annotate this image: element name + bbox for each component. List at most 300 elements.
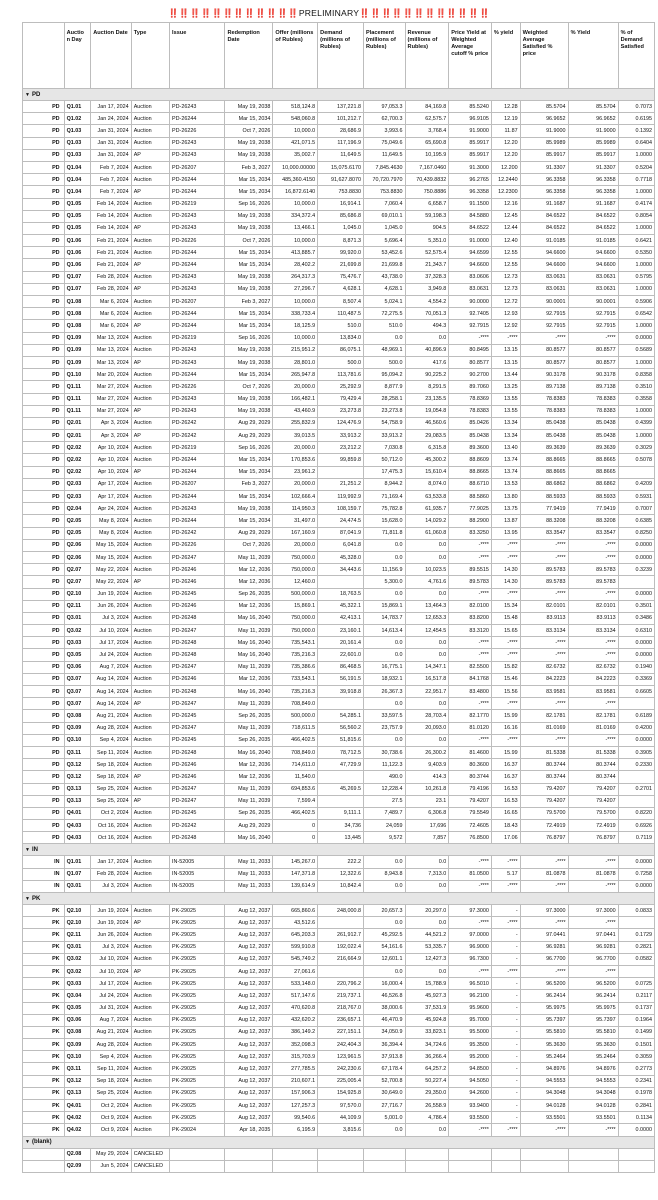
cell-demand[interactable]: 56,191.5 [318,673,364,685]
cell-price-cutoff[interactable]: 81.4600 [449,746,492,758]
cell-yield[interactable]: - [491,1026,520,1038]
cell-yield[interactable]: 12.16 [491,198,520,210]
cell-offer[interactable]: 28,402.2 [273,259,318,271]
cell-demand[interactable]: 3,815.6 [318,1124,364,1136]
cell-auction-day[interactable]: Q1.03 [64,137,91,149]
cell-issue[interactable]: PD-26246 [170,600,225,612]
cell-demand-satisfied[interactable]: 0.5078 [618,454,654,466]
cell-weighted-avg-price[interactable]: 90.3178 [520,369,568,381]
cell-auction-day[interactable]: Q3.07 [64,698,91,710]
header-cell[interactable]: Auctio n Day [64,23,91,89]
cell-placement[interactable]: 11,156.9 [363,564,405,576]
cell-price-cutoff[interactable]: 94.5050 [449,1075,492,1087]
cell-issue[interactable]: PD-26243 [170,271,225,283]
cell-price-cutoff[interactable]: 80.3744 [449,771,492,783]
cell-placement[interactable]: 46,526.8 [363,990,405,1002]
cell-revenue[interactable]: 14,029.2 [405,515,449,527]
cell-auction-date[interactable]: Jun 19, 2024 [91,588,131,600]
cell-type[interactable]: Auction [131,369,169,381]
cell-issue[interactable]: PD-26244 [170,491,225,503]
header-cell[interactable]: Offer (millions of Rubles) [273,23,318,89]
cell-issue[interactable]: PD-26246 [170,564,225,576]
cell-auction-date[interactable]: Jul 24, 2024 [91,649,131,661]
cell-offer[interactable]: 500,000.0 [273,588,318,600]
cell-weighted-avg-price[interactable]: 81.0169 [520,722,568,734]
cell-auction-day[interactable]: Q3.02 [64,625,91,637]
cell-bond-type[interactable]: PD [23,649,65,661]
cell-revenue[interactable]: 23,135.5 [405,393,449,405]
cell-auction-day[interactable]: Q4.01 [64,1100,91,1112]
cell-demand-satisfied[interactable]: 0.6310 [618,625,654,637]
cell-weighted-avg-price[interactable]: 89.7138 [520,381,568,393]
cell-issue[interactable]: PD-26247 [170,698,225,710]
cell-type[interactable]: Auction [131,161,169,173]
cell-auction-day[interactable]: Q1.08 [64,308,91,320]
cell-revenue[interactable]: 15,788.9 [405,978,449,990]
cell-revenue[interactable]: 3,949.8 [405,283,449,295]
cell-demand[interactable]: 753.8830 [318,186,364,198]
cell-type[interactable]: Auction [131,296,169,308]
cell-offer[interactable]: 43,512.6 [273,917,318,929]
cell-placement[interactable]: 12,228.4 [363,783,405,795]
cell-auction-day[interactable]: Q1.04 [64,174,91,186]
cell-yield[interactable]: -**** [491,551,520,563]
cell-weighted-yield[interactable]: 94.6600 [568,259,618,271]
cell-auction-day[interactable]: Q1.08 [64,320,91,332]
cell-type[interactable]: Auction [131,856,169,868]
cell-price-cutoff[interactable]: 96.3358 [449,186,492,198]
cell-price-cutoff[interactable]: 83.4800 [449,686,492,698]
cell-redemption-date[interactable]: May 11, 2039 [225,551,273,563]
cell-placement[interactable]: 33,913.2 [363,430,405,442]
cell-weighted-yield[interactable]: 82.1781 [568,710,618,722]
cell-weighted-yield[interactable]: 79.4207 [568,783,618,795]
cell-yield[interactable]: 15.65 [491,625,520,637]
cell-placement[interactable]: 0.0 [363,1124,405,1136]
cell-price-cutoff[interactable]: 88.6710 [449,478,492,490]
cell-placement[interactable]: 37,913.8 [363,1051,405,1063]
cell-type[interactable]: Auction [131,539,169,551]
cell-redemption-date[interactable]: Aug 12, 2037 [225,905,273,917]
cell-demand-satisfied[interactable]: 0.1501 [618,1039,654,1051]
cell-offer[interactable]: 10,000.0 [273,198,318,210]
cell-redemption-date[interactable]: Sep 26, 2035 [225,710,273,722]
cell-type[interactable]: Auction [131,953,169,965]
cell-demand-satisfied[interactable]: 0.1737 [618,1002,654,1014]
cell-auction-day[interactable]: Q2.02 [64,454,91,466]
cell-demand-satisfied[interactable]: 0.6421 [618,235,654,247]
cell-placement[interactable]: 9,572 [363,832,405,844]
cell-weighted-yield[interactable]: 85.5704 [568,101,618,113]
cell-yield[interactable]: 12.2440 [491,174,520,186]
cell-weighted-yield[interactable]: -**** [568,734,618,746]
cell-redemption-date[interactable]: May 16, 2040 [225,686,273,698]
cell-redemption-date[interactable]: Oct 7, 2026 [225,381,273,393]
cell-weighted-yield[interactable]: 80.8577 [568,356,618,368]
cell-bond-type[interactable]: PD [23,551,65,563]
cell-auction-date[interactable]: Feb 28, 2024 [91,868,131,880]
cell-type[interactable]: AP [131,320,169,332]
cell-revenue[interactable]: 0.0 [405,698,449,710]
cell-demand-satisfied[interactable]: 0.1964 [618,1014,654,1026]
cell-demand-satisfied[interactable]: 0.2341 [618,1075,654,1087]
cell-auction-date[interactable]: Sep 4, 2024 [91,734,131,746]
cell-auction-date[interactable]: Mar 13, 2024 [91,344,131,356]
cell-redemption-date[interactable]: Aug 12, 2037 [225,1026,273,1038]
cell-type[interactable]: Auction [131,661,169,673]
cell-issue[interactable]: PD-26207 [170,161,225,173]
cell-yield[interactable]: 13.15 [491,344,520,356]
cell-auction-date[interactable]: May 15, 2024 [91,551,131,563]
cell-bond-type[interactable]: PD [23,174,65,186]
cell-placement[interactable]: 0.0 [363,551,405,563]
cell-price-cutoff[interactable]: 79.5549 [449,807,492,819]
cell-demand-satisfied[interactable]: 0.3239 [618,564,654,576]
cell-demand-satisfied[interactable] [618,795,654,807]
cell-auction-date[interactable]: Aug 7, 2024 [91,661,131,673]
cell-issue[interactable]: PK-29025 [170,953,225,965]
cell-redemption-date[interactable]: Mar 12, 2036 [225,576,273,588]
cell-yield[interactable]: 12.55 [491,247,520,259]
cell-weighted-yield[interactable]: 96.2414 [568,990,618,1002]
cell-auction-date[interactable]: Sep 25, 2024 [91,783,131,795]
cell-bond-type[interactable]: PD [23,466,65,478]
cell-demand[interactable]: 15,075.6170 [318,161,364,173]
cell-weighted-avg-price[interactable] [520,1148,568,1160]
cell-revenue[interactable]: 0.0 [405,1124,449,1136]
cell-placement[interactable]: 500.0 [363,356,405,368]
cell-auction-date[interactable]: Sep 25, 2024 [91,1087,131,1099]
cell-demand-satisfied[interactable]: 0.5204 [618,161,654,173]
cell-revenue[interactable]: 90,225.2 [405,369,449,381]
cell-demand[interactable]: 192,022.4 [318,941,364,953]
cell-weighted-yield[interactable]: -**** [568,637,618,649]
cell-placement[interactable]: 5,300.0 [363,576,405,588]
cell-revenue[interactable]: 0.0 [405,332,449,344]
cell-type[interactable]: Auction [131,1124,169,1136]
cell-price-cutoff[interactable]: 80.8577 [449,356,492,368]
cell-demand[interactable] [318,698,364,710]
cell-placement[interactable]: 46,470.9 [363,1014,405,1026]
cell-placement[interactable]: 52,700.8 [363,1075,405,1087]
cell-auction-day[interactable]: Q2.02 [64,466,91,478]
cell-offer[interactable]: 10,000.0 [273,332,318,344]
cell-offer[interactable]: 421,071.5 [273,137,318,149]
cell-yield[interactable]: -**** [491,698,520,710]
cell-placement[interactable]: 33,597.5 [363,710,405,722]
cell-weighted-avg-price[interactable]: 89.5783 [520,576,568,588]
cell-type[interactable]: Auction [131,417,169,429]
cell-weighted-avg-price[interactable]: 94.5553 [520,1075,568,1087]
cell-type[interactable]: Auction [131,235,169,247]
cell-demand-satisfied[interactable]: 1.0000 [618,222,654,234]
cell-auction-day[interactable]: Q1.06 [64,259,91,271]
cell-demand[interactable]: 248,000.8 [318,905,364,917]
cell-auction-date[interactable]: Feb 21, 2024 [91,235,131,247]
cell-auction-day[interactable]: Q3.10 [64,1051,91,1063]
cell-auction-day[interactable]: Q3.12 [64,1075,91,1087]
cell-bond-type[interactable]: PK [23,990,65,1002]
cell-demand-satisfied[interactable]: 0.0000 [618,734,654,746]
cell-offer[interactable]: 27,296.7 [273,283,318,295]
cell-auction-date[interactable]: Sep 18, 2024 [91,759,131,771]
cell-offer[interactable]: 733,543.1 [273,673,318,685]
cell-demand-satisfied[interactable]: 1.0000 [618,186,654,198]
cell-revenue[interactable]: 36,266.4 [405,1051,449,1063]
cell-auction-day[interactable]: Q3.12 [64,759,91,771]
cell-price-cutoff[interactable]: -**** [449,698,492,710]
cell-issue[interactable]: PK-29025 [170,1002,225,1014]
cell-demand-satisfied[interactable]: 0.2701 [618,783,654,795]
cell-redemption-date[interactable]: Feb 3, 2027 [225,161,273,173]
cell-auction-day[interactable]: Q2.05 [64,527,91,539]
cell-demand[interactable]: 8,507.4 [318,296,364,308]
cell-type[interactable]: AP [131,222,169,234]
cell-demand-satisfied[interactable]: 0.6189 [618,710,654,722]
cell-revenue[interactable]: 12,454.5 [405,625,449,637]
cell-demand-satisfied[interactable]: 0.0833 [618,905,654,917]
cell-revenue[interactable]: 34,724.6 [405,1039,449,1051]
cell-auction-day[interactable]: Q3.12 [64,771,91,783]
cell-revenue[interactable]: 494.3 [405,320,449,332]
cell-weighted-yield[interactable]: 83.9581 [568,686,618,698]
cell-weighted-avg-price[interactable]: 83.0631 [520,283,568,295]
cell-bond-type[interactable]: PD [23,746,65,758]
cell-offer[interactable]: 735,216.3 [273,649,318,661]
cell-redemption-date[interactable]: Oct 7, 2026 [225,539,273,551]
cell-revenue[interactable]: 22,951.7 [405,686,449,698]
cell-demand-satisfied[interactable]: 0.0000 [618,649,654,661]
cell-yield[interactable]: 11.87 [491,125,520,137]
group-header-cell[interactable] [23,1136,655,1148]
cell-price-cutoff[interactable]: 92.7405 [449,308,492,320]
cell-weighted-yield[interactable]: 91.0185 [568,235,618,247]
cell-placement[interactable]: 50,712.0 [363,454,405,466]
cell-offer[interactable]: 139,614.9 [273,880,318,892]
cell-demand-satisfied[interactable]: 0.6605 [618,686,654,698]
cell-weighted-yield[interactable]: 88.8665 [568,466,618,478]
cell-demand-satisfied[interactable]: 1.0000 [618,283,654,295]
cell-demand-satisfied[interactable]: 0.2773 [618,1063,654,1075]
cell-auction-day[interactable]: Q2.05 [64,515,91,527]
cell-auction-day[interactable]: Q1.10 [64,369,91,381]
cell-auction-day[interactable]: Q2.07 [64,564,91,576]
cell-demand-satisfied[interactable]: 0.8054 [618,210,654,222]
cell-demand-satisfied[interactable]: 0.7073 [618,101,654,113]
cell-placement[interactable]: 11,122.3 [363,759,405,771]
cell-demand-satisfied[interactable]: 0.7007 [618,503,654,515]
cell-offer[interactable]: 39,013.5 [273,430,318,442]
cell-weighted-yield[interactable]: 89.7138 [568,381,618,393]
cell-demand[interactable]: 78,712.5 [318,746,364,758]
collapse-triangle-icon[interactable]: ▼ [25,846,30,853]
cell-auction-day[interactable]: Q1.01 [64,101,91,113]
group-row[interactable] [23,893,655,905]
cell-bond-type[interactable]: PD [23,588,65,600]
cell-revenue[interactable]: 63,533.8 [405,491,449,503]
cell-price-cutoff[interactable]: 94.6599 [449,247,492,259]
cell-demand-satisfied[interactable]: 0.6195 [618,113,654,125]
cell-bond-type[interactable]: PD [23,235,65,247]
cell-price-cutoff[interactable]: 82.0100 [449,600,492,612]
cell-demand[interactable] [318,576,364,588]
cell-weighted-yield[interactable]: 95.5810 [568,1026,618,1038]
cell-demand[interactable] [318,771,364,783]
cell-placement[interactable]: 8,943.8 [363,868,405,880]
cell-weighted-avg-price[interactable]: 88.3208 [520,515,568,527]
cell-placement[interactable]: 510.0 [363,320,405,332]
cell-demand[interactable]: 47,729.9 [318,759,364,771]
cell-revenue[interactable]: 59,198.3 [405,210,449,222]
cell-auction-date[interactable]: Aug 21, 2024 [91,710,131,722]
cell-auction-day[interactable]: Q1.05 [64,222,91,234]
cell-demand[interactable]: 39,918.8 [318,686,364,698]
cell-issue[interactable]: PD-26242 [170,527,225,539]
cell-weighted-avg-price[interactable]: 83.9581 [520,686,568,698]
cell-demand-satisfied[interactable]: 0.8220 [618,807,654,819]
cell-weighted-avg-price[interactable]: 91.9000 [520,125,568,137]
cell-weighted-yield[interactable]: 80.3744 [568,771,618,783]
cell-revenue[interactable]: 20,093.0 [405,722,449,734]
cell-redemption-date[interactable]: Aug 29, 2029 [225,527,273,539]
cell-bond-type[interactable]: PK [23,929,65,941]
cell-weighted-yield[interactable]: 83.0631 [568,271,618,283]
cell-issue[interactable]: PD-26247 [170,783,225,795]
cell-placement[interactable]: 17,475.3 [363,466,405,478]
cell-offer[interactable]: 432,620.2 [273,1014,318,1026]
cell-demand-satisfied[interactable]: 0.0000 [618,880,654,892]
cell-weighted-yield[interactable]: -**** [568,880,618,892]
cell-issue[interactable]: PK-29025 [170,965,225,977]
cell-revenue[interactable]: 33,823.1 [405,1026,449,1038]
cell-yield[interactable]: -**** [491,917,520,929]
cell-placement[interactable]: 54,758.9 [363,417,405,429]
cell-demand-satisfied[interactable]: 0.6385 [618,515,654,527]
cell-bond-type[interactable]: PD [23,820,65,832]
cell-issue[interactable]: PD-26207 [170,296,225,308]
cell-weighted-yield[interactable]: 77.9419 [568,503,618,515]
cell-yield[interactable]: 13.74 [491,454,520,466]
cell-demand-satisfied[interactable]: 0.7119 [618,832,654,844]
cell-bond-type[interactable]: PD [23,807,65,819]
cell-weighted-yield[interactable]: 84.6522 [568,222,618,234]
cell-yield[interactable]: -**** [491,637,520,649]
cell-placement[interactable] [363,1160,405,1172]
cell-demand-satisfied[interactable]: 0.8250 [618,527,654,539]
cell-yield[interactable]: 13.95 [491,527,520,539]
cell-offer[interactable]: 386,149.2 [273,1026,318,1038]
cell-auction-day[interactable]: Q3.05 [64,649,91,661]
cell-bond-type[interactable]: IN [23,856,65,868]
cell-revenue[interactable] [405,1148,449,1160]
cell-redemption-date[interactable]: Mar 15, 2034 [225,369,273,381]
cell-redemption-date[interactable]: May 19, 2038 [225,210,273,222]
cell-redemption-date[interactable]: Aug 12, 2037 [225,917,273,929]
cell-price-cutoff[interactable]: 94.2600 [449,1087,492,1099]
cell-price-cutoff[interactable]: 83.0631 [449,283,492,295]
cell-revenue[interactable] [405,1160,449,1172]
cell-issue[interactable]: PD-26247 [170,722,225,734]
cell-demand-satisfied[interactable]: 0.3029 [618,442,654,454]
cell-weighted-avg-price[interactable]: 84.6522 [520,222,568,234]
cell-issue[interactable]: PD-26248 [170,637,225,649]
cell-weighted-avg-price[interactable]: -**** [520,332,568,344]
cell-price-cutoff[interactable]: 85.9917 [449,137,492,149]
cell-redemption-date[interactable]: Mar 15, 2034 [225,308,273,320]
cell-demand-satisfied[interactable]: 0.3369 [618,673,654,685]
cell-auction-date[interactable]: Jul 3, 2024 [91,941,131,953]
cell-type[interactable]: Auction [131,600,169,612]
cell-placement[interactable]: 7,030.8 [363,442,405,454]
cell-weighted-yield[interactable]: 95.7397 [568,1014,618,1026]
cell-demand[interactable]: 99,920.0 [318,247,364,259]
cell-yield[interactable]: 15.82 [491,661,520,673]
cell-demand[interactable]: 108,159.7 [318,503,364,515]
cell-offer[interactable]: 20,000.0 [273,478,318,490]
cell-price-cutoff[interactable]: 89.3600 [449,442,492,454]
cell-redemption-date[interactable]: Mar 12, 2036 [225,564,273,576]
cell-weighted-yield[interactable]: 83.0631 [568,283,618,295]
cell-placement[interactable]: 0.0 [363,637,405,649]
cell-demand[interactable]: 218,767.0 [318,1002,364,1014]
cell-bond-type[interactable]: PD [23,369,65,381]
cell-revenue[interactable]: 750.8886 [405,186,449,198]
cell-offer[interactable]: 10,000.00000 [273,161,318,173]
collapse-triangle-icon[interactable]: ▼ [25,91,30,98]
cell-demand-satisfied[interactable]: 0.0000 [618,1124,654,1136]
cell-placement[interactable]: 20,657.3 [363,905,405,917]
cell-demand-satisfied[interactable]: 0.3486 [618,612,654,624]
cell-bond-type[interactable]: PK [23,905,65,917]
cell-type[interactable]: AP [131,965,169,977]
cell-bond-type[interactable]: PD [23,210,65,222]
cell-weighted-avg-price[interactable]: 84.6522 [520,210,568,222]
cell-redemption-date[interactable]: May 19, 2038 [225,393,273,405]
cell-yield[interactable]: 13.74 [491,466,520,478]
cell-auction-date[interactable]: Jun 26, 2024 [91,929,131,941]
cell-demand-satisfied[interactable]: 0.4209 [618,478,654,490]
cell-placement[interactable]: 70,720.7970 [363,174,405,186]
cell-weighted-avg-price[interactable]: 96.5200 [520,978,568,990]
cell-offer[interactable]: 166,482.1 [273,393,318,405]
cell-auction-day[interactable]: Q3.06 [64,661,91,673]
cell-yield[interactable]: - [491,1039,520,1051]
cell-auction-date[interactable]: Aug 28, 2024 [91,722,131,734]
cell-revenue[interactable]: 44,521.2 [405,929,449,941]
cell-issue[interactable]: PD-26242 [170,820,225,832]
cell-auction-date[interactable]: Mar 6, 2024 [91,296,131,308]
cell-issue[interactable]: PD-26226 [170,539,225,551]
cell-weighted-yield[interactable]: 94.6600 [568,247,618,259]
cell-revenue[interactable]: 64,257.2 [405,1063,449,1075]
cell-revenue[interactable]: 29,350.0 [405,1087,449,1099]
cell-issue[interactable]: PD-26245 [170,734,225,746]
cell-yield[interactable]: 13.44 [491,369,520,381]
cell-weighted-avg-price[interactable]: 80.3744 [520,771,568,783]
cell-issue[interactable]: IN-52005 [170,868,225,880]
cell-weighted-avg-price[interactable]: 80.3744 [520,759,568,771]
cell-offer[interactable]: 18,125.9 [273,320,318,332]
cell-offer[interactable]: 167,160.9 [273,527,318,539]
cell-price-cutoff[interactable]: 95.2000 [449,1051,492,1063]
cell-placement[interactable]: 53,452.6 [363,247,405,259]
cell-placement[interactable]: 12,601.1 [363,953,405,965]
cell-placement[interactable]: 23,273.8 [363,405,405,417]
cell-type[interactable]: Auction [131,807,169,819]
cell-auction-date[interactable]: Feb 28, 2024 [91,283,131,295]
cell-redemption-date[interactable]: Mar 15, 2034 [225,259,273,271]
cell-price-cutoff[interactable]: -**** [449,637,492,649]
